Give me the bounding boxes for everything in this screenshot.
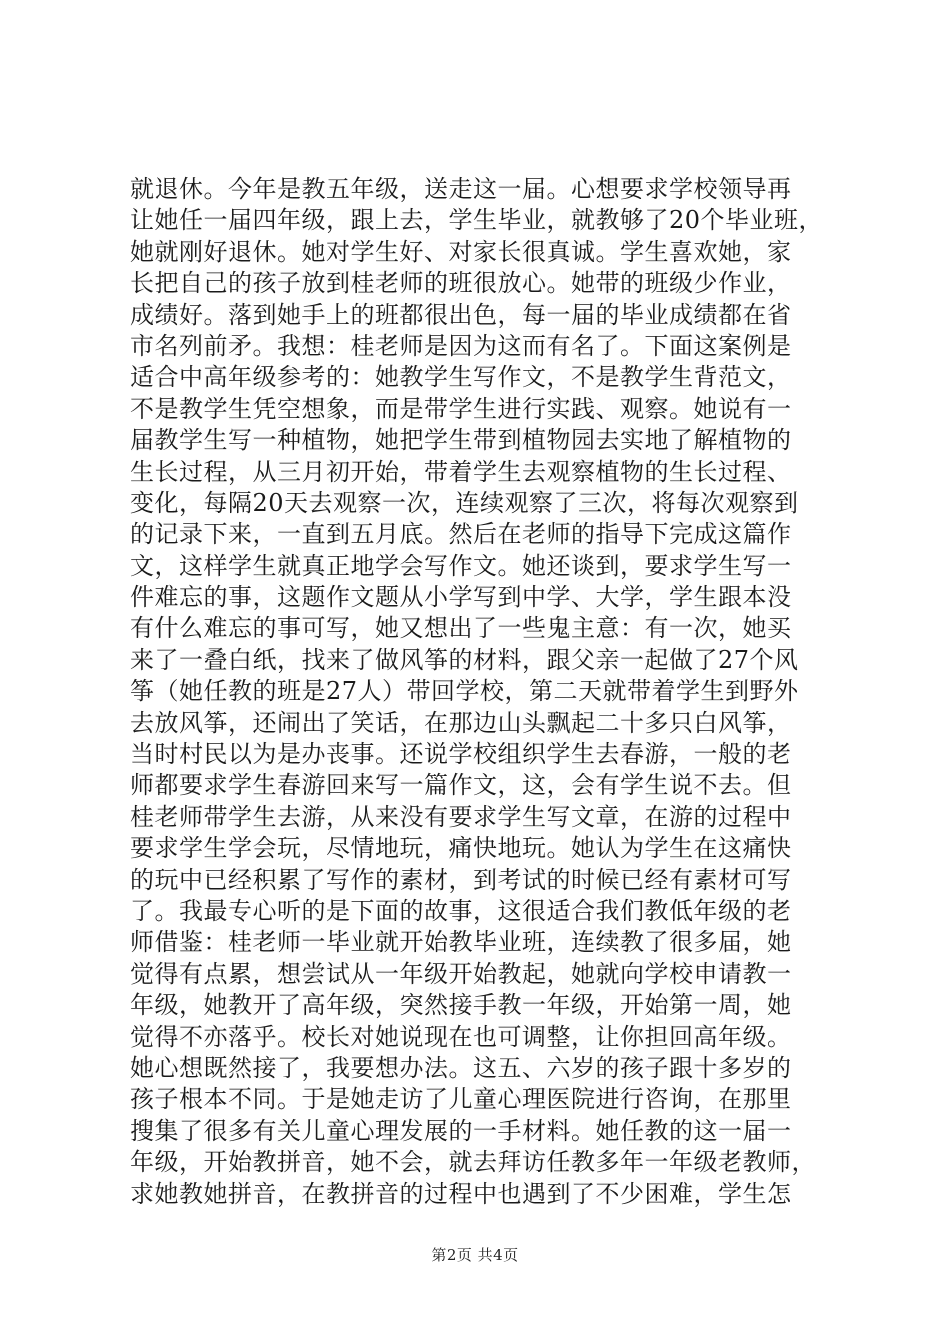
text-line: 桂老师带学生去游，从来没有要求学生写文章，在游的过程中 [130, 802, 792, 831]
text-line: 件难忘的事，这题作文题从小学写到中学、大学，学生跟本没 [130, 583, 792, 612]
text-line: 师借鉴：桂老师一毕业就开始教毕业班，连续教了很多届，她 [130, 928, 792, 957]
text-line: 生长过程，从三月初开始，带着学生去观察植物的生长过程、 [130, 457, 792, 486]
text-line: 年级，开始教拼音，她不会，就去拜访任教多年一年级老教师， [130, 1148, 816, 1177]
text-line: 要求学生学会玩，尽情地玩，痛快地玩。她认为学生在这痛快 [130, 834, 792, 863]
text-line: 来了一叠白纸，找来了做风筝的材料，跟父亲一起做了27个风 [130, 645, 799, 674]
text-line: 年级，她教开了高年级，突然接手教一年级，开始第一周，她 [130, 991, 792, 1020]
text-line: 有什么难忘的事可写，她又想出了一些鬼主意：有一次，她买 [130, 614, 792, 643]
page-footer: 第2页 共4页 [431, 1246, 519, 1264]
text-line: 当时村民以为是办丧事。还说学校组织学生去春游，一般的老 [130, 740, 792, 769]
text-line: 届教学生写一种植物，她把学生带到植物园去实地了解植物的 [130, 426, 792, 455]
text-line: 搜集了很多有关儿童心理发展的一手材料。她任教的这一届一 [130, 1116, 792, 1145]
text-line: 让她任一届四年级，跟上去，学生毕业，就教够了20个毕业班， [130, 206, 824, 235]
text-line: 适合中高年级参考的：她教学生写作文，不是教学生背范文， [130, 363, 792, 392]
text-line: 了。我最专心听的是下面的故事，这很适合我们教低年级的老 [130, 896, 792, 925]
text-line: 就退休。今年是教五年级，送走这一届。心想要求学校领导再 [130, 175, 792, 203]
body-text [130, 174, 830, 1210]
text-line: 她心想既然接了，我要想办法。这五、六岁的孩子跟十多岁的 [130, 1053, 792, 1082]
text-line: 的记录下来，一直到五月底。然后在老师的指导下完成这篇作 [130, 520, 792, 549]
text-line: 不是教学生凭空想象，而是带学生进行实践、观察。她说有一 [130, 394, 792, 423]
text-line: 求她教她拼音，在教拼音的过程中也遇到了不少困难，学生怎 [130, 1179, 792, 1208]
text-line: 去放风筝，还闹出了笑话，在那边山头飘起二十多只白风筝， [130, 708, 792, 737]
text-line: 的玩中已经积累了写作的素材，到考试的时候已经有素材可写 [130, 865, 792, 894]
text-line: 师都要求学生春游回来写一篇作文，这，会有学生说不去。但 [130, 771, 792, 800]
text-line: 长把自己的孩子放到桂老师的班很放心。她带的班级少作业， [130, 269, 792, 298]
text-line: 变化，每隔20天去观察一次，连续观察了三次，将每次观察到 [130, 488, 799, 517]
text-line: 成绩好。落到她手上的班都很出色，每一届的毕业成绩都在省 [130, 300, 792, 329]
text-line: 筝（她任教的班是27人）带回学校，第二天就带着学生到野外 [130, 677, 799, 706]
text-line: 孩子根本不同。于是她走访了儿童心理医院进行咨询，在那里 [130, 1085, 792, 1114]
text-line: 觉得不亦落乎。校长对她说现在也可调整，让你担回高年级。 [130, 1022, 792, 1051]
text-line: 她就刚好退休。她对学生好、对家长很真诚。学生喜欢她，家 [130, 237, 792, 266]
text-line: 文，这样学生就真正地学会写作文。她还谈到，要求学生写一 [130, 551, 792, 580]
text-line: 觉得有点累，想尝试从一年级开始教起，她就向学校申请教一 [130, 959, 792, 988]
text-line: 市名列前矛。我想：桂老师是因为这而有名了。下面这案例是 [130, 331, 792, 360]
